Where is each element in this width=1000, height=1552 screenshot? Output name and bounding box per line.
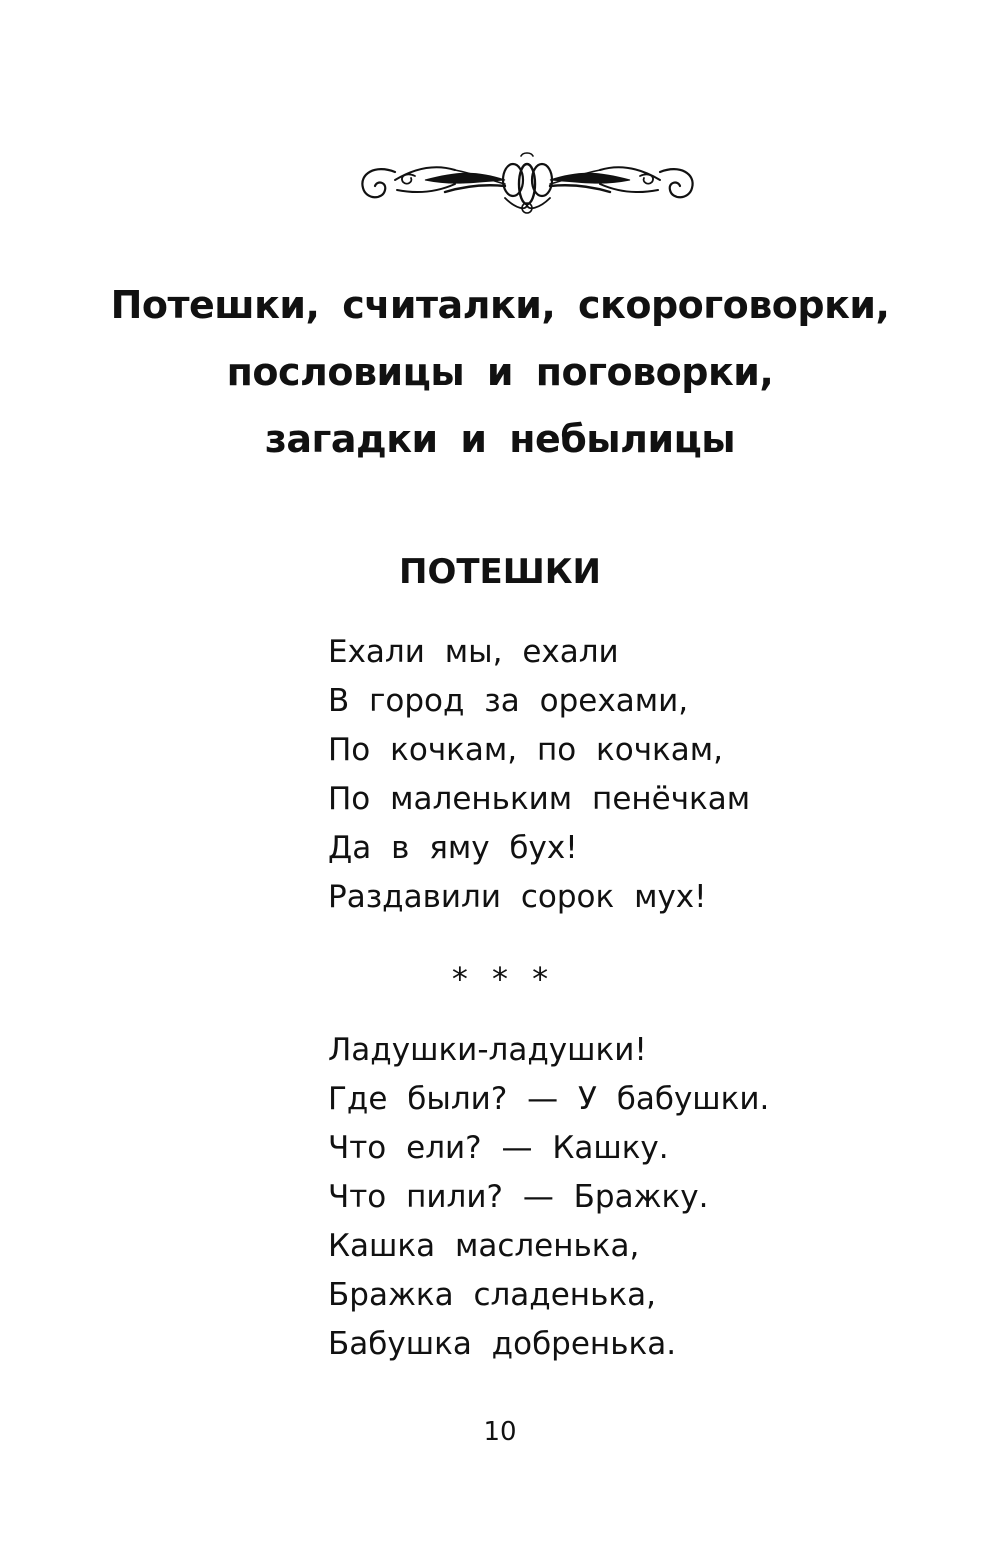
poem-line: Кашка масленька, bbox=[328, 1228, 640, 1264]
title-line-3: загадки и небылицы bbox=[264, 417, 736, 461]
page-title bbox=[0, 272, 1000, 473]
flourish-ornament-icon bbox=[355, 150, 700, 218]
poem-line: Что ели? — Кашку. bbox=[328, 1130, 669, 1166]
poem-line: Раздавили сорок мух! bbox=[328, 879, 707, 915]
poem-line: Что пили? — Бражку. bbox=[328, 1179, 709, 1215]
poem-line: Бабушка добренька. bbox=[328, 1326, 677, 1362]
poem-line: Где были? — У бабушки. bbox=[328, 1081, 770, 1117]
poem-line: Да в яму бух! bbox=[328, 830, 578, 866]
poem-line: По маленьким пенёчкам bbox=[328, 781, 751, 817]
poem-2 bbox=[328, 1026, 888, 1369]
poem-line: Бражка сладенька, bbox=[328, 1277, 656, 1313]
stanza-divider: * * * bbox=[451, 960, 549, 998]
poem-line: По кочкам, по кочкам, bbox=[328, 732, 724, 768]
poem-line: Ладушки-ладушки! bbox=[328, 1032, 647, 1068]
section-heading: ПОТЕШКИ bbox=[398, 552, 602, 592]
poem-line: Ехали мы, ехали bbox=[328, 634, 619, 670]
poem-1 bbox=[328, 628, 888, 922]
title-line-2: пословицы и поговорки, bbox=[226, 350, 774, 394]
poem-line: В город за орехами, bbox=[328, 683, 689, 719]
page-number: 10 bbox=[483, 1417, 517, 1447]
title-line-1: Потешки, считалки, скороговорки, bbox=[110, 283, 890, 327]
